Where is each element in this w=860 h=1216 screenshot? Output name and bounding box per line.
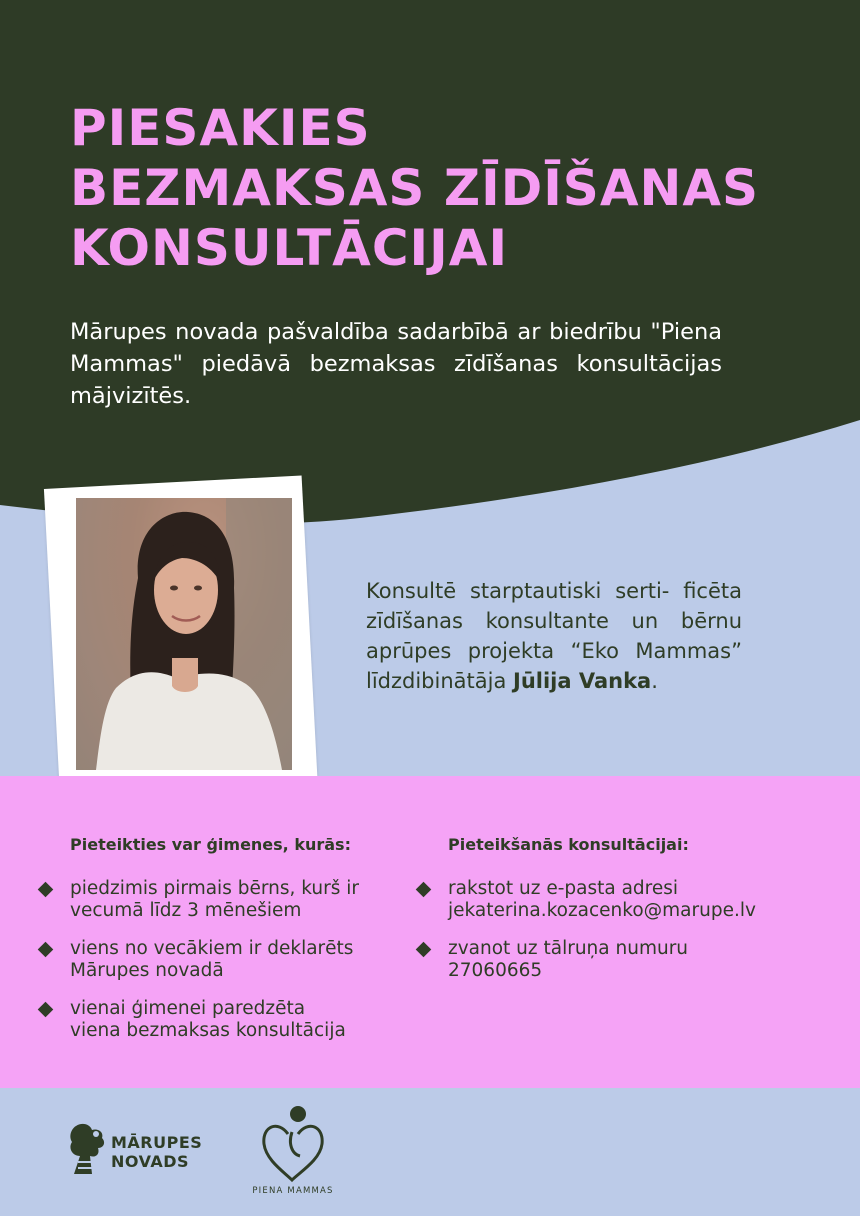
apply-section bbox=[448, 834, 808, 998]
consultant-photo bbox=[76, 498, 292, 770]
list-item bbox=[448, 878, 808, 922]
contact-email[interactable]: rakstot uz e-pasta adresi jekaterina.kozacenko@marupe.lv bbox=[448, 878, 756, 921]
marupe-emblem-icon bbox=[68, 1122, 108, 1176]
bio-end: . bbox=[651, 669, 658, 693]
list-item bbox=[70, 878, 410, 922]
eligibility-title: Pieteikties var ģimenes, kurās: bbox=[70, 835, 351, 854]
list-item-text: vienai ģimenei paredzēta viena bezmaksas konsultācija bbox=[70, 998, 346, 1041]
bio-text: Konsultē starptautiski serti- ficēta zīdīšanas konsultante un bērnu aprūpes projekta “Eko Mammas” līdzdibinātāja bbox=[366, 579, 742, 693]
apply-title: Pieteikšanās konsultācijai: bbox=[448, 835, 689, 854]
list-item bbox=[448, 938, 808, 982]
list-item-text: piedzimis pirmais bērns, kurš ir vecumā līdz 3 mēnešiem bbox=[70, 878, 359, 921]
eligibility-section bbox=[70, 834, 410, 1058]
marupe-logo-line-1: MĀRUPES bbox=[111, 1133, 203, 1152]
title-line-1: PIESAKIES bbox=[70, 99, 371, 157]
intro-text: Mārupes novada pašvaldība sadarbībā ar biedrību "Piena Mammas" piedāvā bezmaksas zīdīšanas konsultācijas mājvizītēs. bbox=[70, 319, 722, 409]
marupe-logo-line-2: NOVADS bbox=[111, 1152, 190, 1171]
list-item-text: viens no vecākiem ir deklarēts Mārupes novadā bbox=[70, 938, 354, 981]
title-line-3: KONSULTĀCIJAI bbox=[70, 219, 509, 277]
title-line-2: BEZMAKSAS ZĪDĪŠANAS bbox=[70, 159, 760, 217]
consultant-bio bbox=[366, 576, 742, 696]
piena-mammas-heart-icon bbox=[258, 1104, 328, 1184]
list-item bbox=[70, 998, 410, 1042]
consultant-name: Jūlija Vanka bbox=[513, 669, 652, 693]
list-item bbox=[70, 938, 410, 982]
contact-phone[interactable]: zvanot uz tālruņa numuru 27060665 bbox=[448, 938, 689, 981]
page-title bbox=[70, 98, 759, 278]
marupe-logo-text bbox=[111, 1133, 202, 1171]
piena-mammas-logo-text: PIENA MAMMAS bbox=[252, 1186, 334, 1196]
